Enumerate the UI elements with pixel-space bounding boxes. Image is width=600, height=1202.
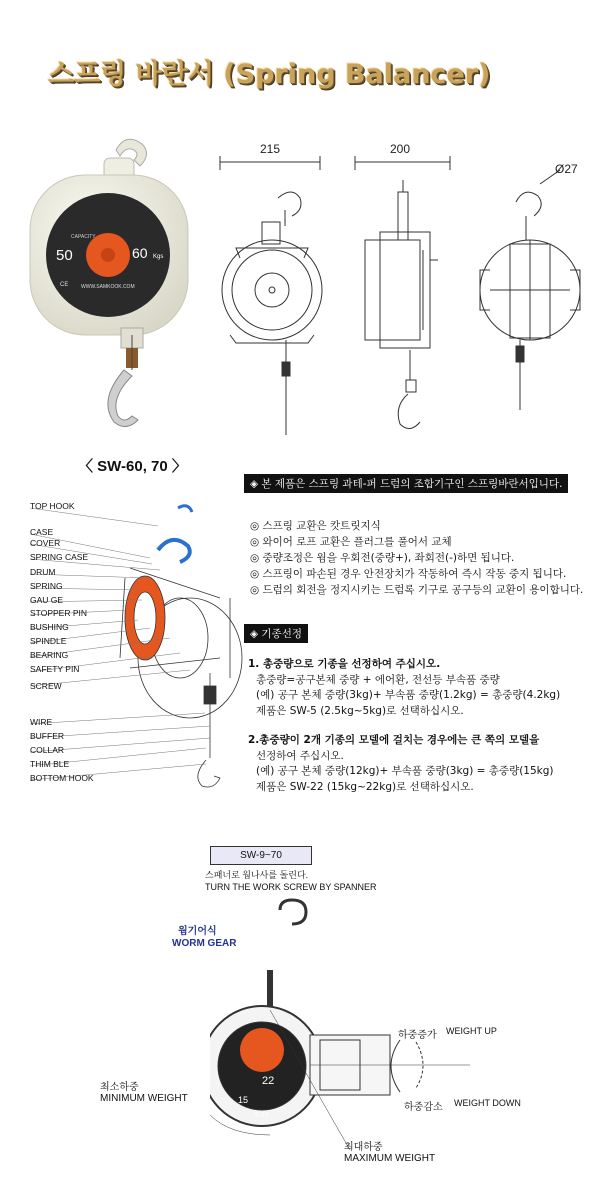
dial-model: S-22: [254, 1112, 269, 1119]
feature-item: ◎ 중량조정은 웜을 우회전(중량+), 좌회전(-)하면 됩니다.: [250, 552, 515, 564]
max-weight-kr: 최대하중: [344, 1142, 383, 1153]
max-weight-en: MAXIMUM WEIGHT: [344, 1153, 436, 1164]
selection-line: (예) 공구 본체 중량(3kg)+ 부속품 중량(1.2kg) = 총중량(4.2kg): [256, 689, 561, 701]
instruction-kr: 스패너로 웜나사를 돌린다.: [205, 870, 309, 880]
part-label: SPRING: [30, 581, 63, 591]
part-label: BUSHING: [30, 622, 69, 632]
worm-gear-kr: 웜기어식: [178, 926, 217, 937]
feature-item: ◎ 스프링 교환은 캇트릿지식: [250, 520, 381, 532]
part-label: SAFETY PIN: [30, 664, 80, 674]
part-label: BEARING: [30, 650, 69, 660]
brand-url: WWW.SAMKOOK.COM: [81, 284, 135, 290]
feature-item: ◎ 스프링이 파손된 경우 안전장치가 작동하여 즉시 작동 중지 됩니다.: [250, 568, 567, 580]
part-label: BOTTOM HOOK: [30, 773, 94, 783]
weight-up-kr: 하중증가: [398, 1030, 437, 1041]
dial-min: 15: [238, 1095, 249, 1105]
dim-hook: Ø27: [555, 162, 578, 176]
weight-down-en: WEIGHT DOWN: [454, 1098, 521, 1108]
part-label: TOP HOOK: [30, 501, 75, 511]
part-label: THIM BLE: [30, 759, 70, 769]
technical-drawing: [210, 140, 595, 440]
selection-line: 2.총중량이 2개 기종의 모델에 걸치는 경우에는 큰 쪽의 모델을: [248, 734, 540, 746]
selection-line: (예) 공구 본체 중량(12kg)+ 부속품 중량(3kg) = 총중량(15kg): [256, 765, 554, 777]
worm-gear-en: WORM GEAR: [172, 938, 237, 949]
capacity-unit: Kgs: [153, 254, 164, 260]
selection-guide: [248, 657, 560, 795]
part-label: BUFFER: [30, 731, 64, 741]
capacity-label: CAPACITY: [71, 234, 96, 240]
page-title: 스프링 바란서 (Spring Balancer): [48, 59, 491, 90]
intro-banner: ◈ 본 제품은 스프링 과테-퍼 드럼의 조합기구인 스프링바란서입니다.: [244, 474, 568, 493]
dial-max: 22: [262, 1075, 275, 1087]
weight-down-kr: 하중감소: [404, 1102, 443, 1113]
model-range-box: SW-9~70: [210, 846, 312, 865]
part-label: SCREW: [30, 681, 62, 691]
selection-line: 총중량=공구본체 중량 + 에어환, 전선등 부속품 중량: [256, 673, 500, 686]
min-capacity: 50: [56, 247, 73, 264]
part-label: COLLAR: [30, 745, 65, 755]
selection-line: 선정하여 주십시오.: [256, 749, 344, 762]
min-weight-en: MINIMUM WEIGHT: [100, 1093, 188, 1104]
weight-up-en: WEIGHT UP: [446, 1026, 497, 1036]
dim-depth: 200: [390, 142, 411, 156]
selection-line: 제품은 SW-22 (15kg~22kg)로 선택하십시오.: [256, 780, 474, 793]
part-label: CASE: [30, 527, 54, 537]
feature-list: [250, 518, 583, 598]
parts-diagram: [30, 498, 250, 788]
model-title: 〈 SW-60, 70 〉: [78, 458, 187, 475]
selection-banner: ◈ 기종선정: [244, 624, 308, 643]
feature-item: ◎ 와이어 로프 교환은 플러그를 풀어서 교체: [250, 536, 452, 548]
part-label: COVER: [30, 538, 61, 548]
part-label: WIRE: [30, 717, 53, 727]
selection-line: 제품은 SW-5 (2.5kg~5kg)로 선택하십시오.: [256, 704, 464, 717]
max-capacity: 60: [132, 245, 148, 261]
product-photo: [26, 130, 196, 440]
dim-width: 215: [260, 142, 281, 156]
ce-mark: CE: [60, 282, 69, 288]
instruction-en: TURN THE WORK SCREW BY SPANNER: [205, 882, 377, 892]
part-label: STOPPER PIN: [30, 608, 87, 618]
part-label: SPINDLE: [30, 636, 67, 646]
part-label: GAU GE: [30, 595, 64, 605]
feature-item: ◎ 드럼의 회전을 정지시키는 드럼록 기구로 공구등의 교환이 용이합니다.: [250, 584, 584, 596]
part-label: DRUM: [30, 567, 56, 577]
part-label: SPRING CASE: [30, 552, 89, 562]
min-weight-kr: 최소하중: [100, 1082, 139, 1093]
selection-line: 1. 총중량으로 기종을 선정하여 주십시오.: [248, 658, 441, 670]
